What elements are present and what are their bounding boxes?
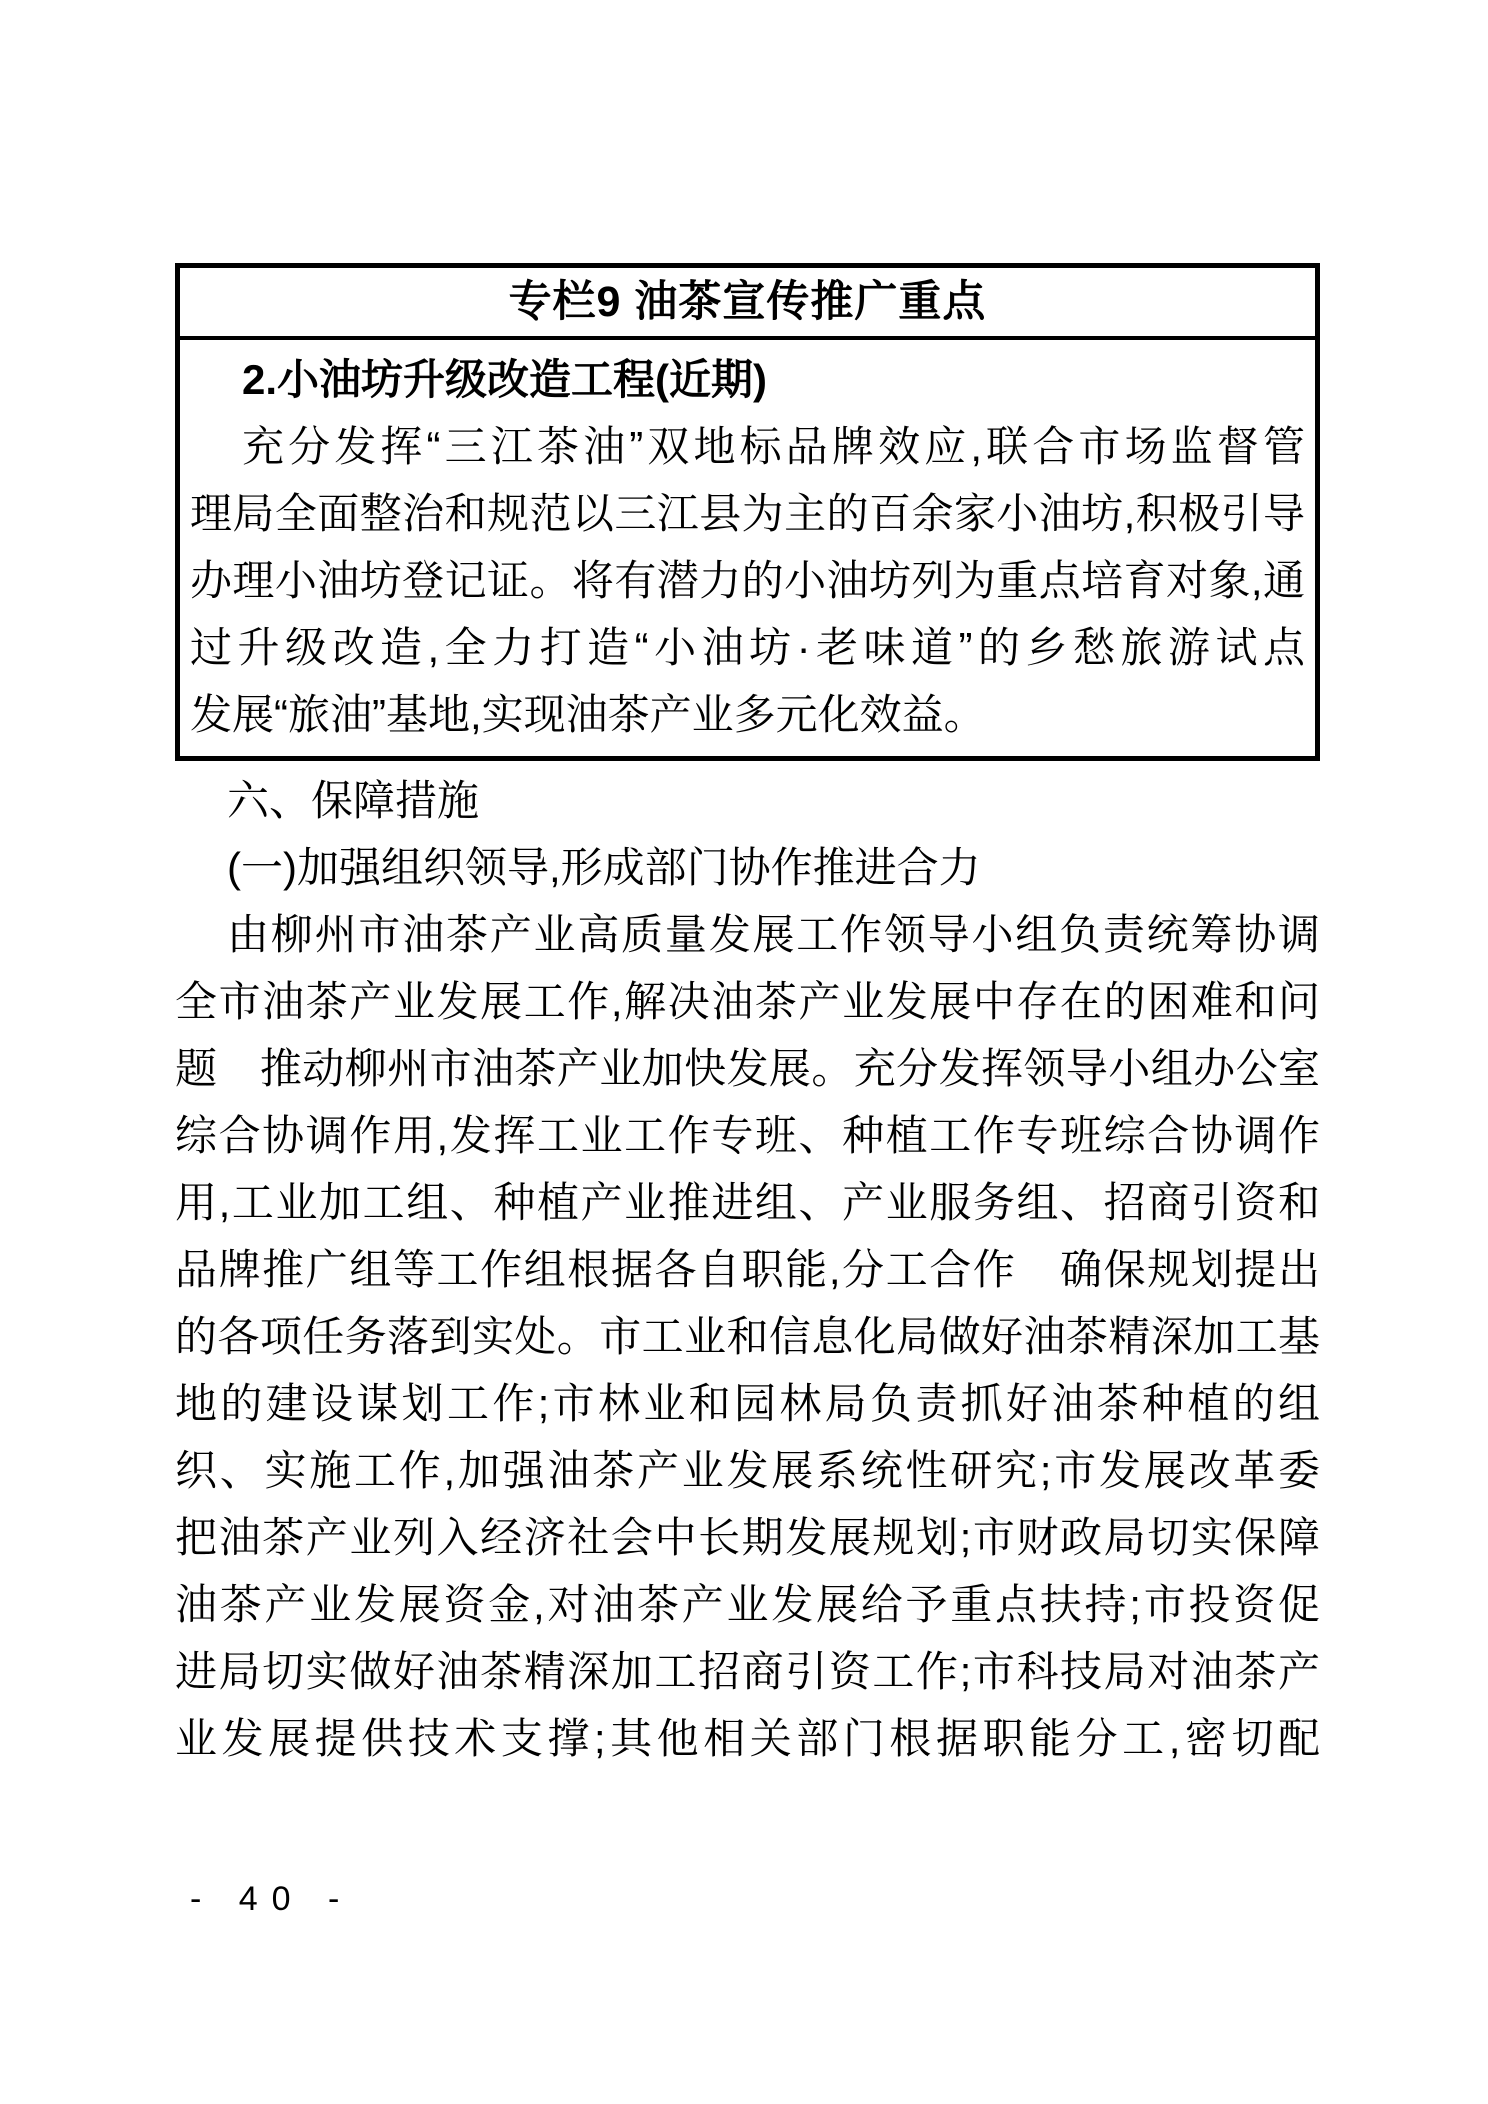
paragraph-line: 用,工业加工组、种植产业推进组、产业服务组、招商引资和 <box>175 1179 1320 1226</box>
paragraph-line: 综合协调作用,发挥工业工作专班、种植工作专班综合协调作 <box>175 1112 1320 1159</box>
section-heading: 六、保障措施 <box>227 777 480 824</box>
callout-box-subtitle: 2.小油坊升级改造工程(近期) <box>242 356 768 403</box>
page-content <box>175 0 1320 1772</box>
callout-box-title: 专栏9 油茶宣传推广重点 <box>180 268 1315 340</box>
paragraph-line: 全市油茶产业发展工作,解决油茶产业发展中存在的困难和问 <box>175 978 1320 1025</box>
paragraph-line: 品牌推广组等工作组根据各自职能,分工合作 确保规划提出 <box>175 1246 1320 1293</box>
section-subheading: (一)加强组织领导,形成部门协作推进合力 <box>227 844 981 891</box>
page-number: - 40 - <box>190 1880 354 1918</box>
callout-text-line: 过升级改造,全力打造“小油坊·老味道”的乡愁旅游试点 <box>190 624 1305 671</box>
callout-text-line: 办理小油坊登记证。将有潜力的小油坊列为重点培育对象,通 <box>190 557 1305 604</box>
paragraph-line: 地的建设谋划工作;市林业和园林局负责抓好油茶种植的组 <box>175 1380 1320 1427</box>
callout-box-body <box>180 340 1315 756</box>
paragraph-line: 业发展提供技术支撑;其他相关部门根据职能分工,密切配 <box>175 1715 1320 1762</box>
paragraph-line: 题 推动柳州市油茶产业加快发展。充分发挥领导小组办公室 <box>175 1045 1320 1092</box>
callout-text-line: 理局全面整治和规范以三江县为主的百余家小油坊,积极引导 <box>190 490 1305 537</box>
callout-text-line: 充分发挥“三江茶油”双地标品牌效应,联合市场监督管 <box>242 423 1305 470</box>
section-paragraph <box>175 901 1320 1772</box>
paragraph-line: 织、实施工作,加强油茶产业发展系统性研究;市发展改革委 <box>175 1447 1320 1494</box>
paragraph-line: 的各项任务落到实处。市工业和信息化局做好油茶精深加工基 <box>175 1313 1320 1360</box>
callout-text-line: 发展“旅油”基地,实现油茶产业多元化效益。 <box>190 691 986 738</box>
paragraph-line: 油茶产业发展资金,对油茶产业发展给予重点扶持;市投资促 <box>175 1581 1320 1628</box>
paragraph-line: 进局切实做好油茶精深加工招商引资工作;市科技局对油茶产 <box>175 1648 1320 1695</box>
paragraph-line: 把油茶产业列入经济社会中长期发展规划;市财政局切实保障 <box>175 1514 1320 1561</box>
paragraph-line: 由柳州市油茶产业高质量发展工作领导小组负责统筹协调 <box>227 911 1320 958</box>
callout-box <box>175 263 1320 761</box>
